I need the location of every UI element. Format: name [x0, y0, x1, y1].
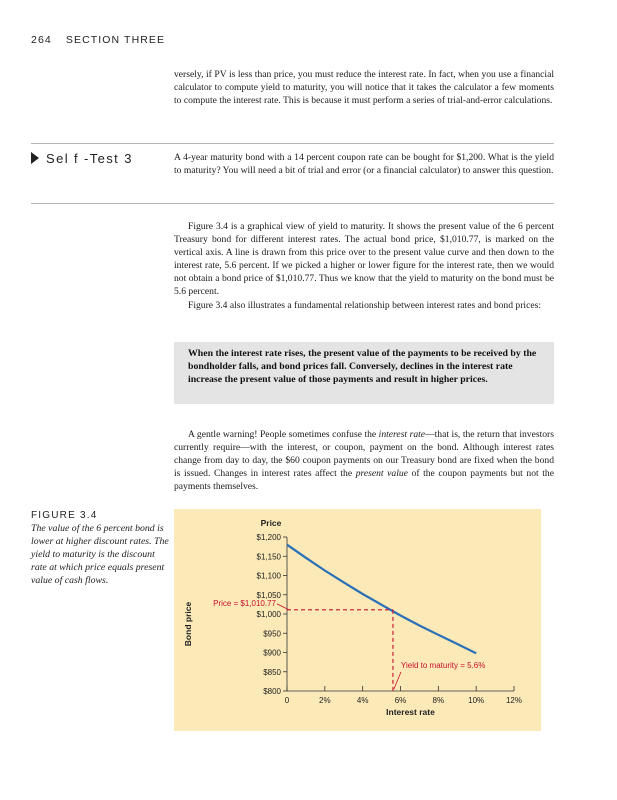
self-test-label — [31, 151, 133, 166]
self-test-label-text: Sel f -Test 3 — [46, 151, 133, 166]
x-tick-label: 0 — [284, 696, 290, 705]
x-axis-label: Interest rate — [386, 707, 435, 717]
page-number: 264 — [31, 34, 52, 46]
y-tick-label: $1,200 — [256, 533, 281, 542]
y-tick-label: $1,000 — [256, 610, 281, 619]
x-tick-label: 2% — [319, 696, 331, 705]
bond-price-chart — [174, 509, 541, 731]
y-tick-label: $1,050 — [256, 590, 281, 600]
intro-paragraph: versely, if PV is less than price, you must reduce the interest rate. In fact, when you use a financial calculator to compute yield to maturity, you will notice that it takes the calculator a few moments to compute the interest rate. This is because it must perform a series of trial-and-error calculations. — [174, 69, 554, 107]
italic-present-value: present value — [355, 468, 408, 480]
triangle-bullet-icon — [31, 152, 39, 164]
y-tick-label: $1,100 — [256, 571, 281, 581]
price-annotation: Price = $1,010.77 — [213, 598, 276, 608]
x-tick-label: 10% — [468, 696, 485, 705]
key-point-callout — [174, 342, 554, 404]
divider-top — [31, 143, 554, 144]
paragraph-figure-description: Figure 3.4 is a graphical view of yield to maturity. It shows the present value of the 6 percent Treasury bond for different interest rates. The actual bond price, $1,010.77, is marked on the vertical axis. A line is drawn from this price over to the present value curve and then down to the interest rate, 5.6 percent. If we picked a higher or lower figure for the interest rate, then we would not obtain a bond price of $1,010.77. Thus we know that the yield to maturity on the bond must be 5.6 percent. — [174, 221, 554, 298]
x-tick-label: 12% — [505, 696, 523, 705]
y-tick-label: $850 — [263, 667, 281, 677]
y-tick-label: $800 — [263, 687, 281, 696]
self-test-question: A 4-year maturity bond with a 14 percent coupon rate can be bought for $1,200. What is the yield to maturity? You will need a bit of trial and error (or a financial calculator) to answer this question. — [174, 152, 554, 177]
paragraph-warning: A gentle warning! People sometimes confuse the interest rate—that is, the return that investors currently require—with the interest, or coupon, payment on the bond. Although interest rates change from day to day, the $60 coupon payments on our Treasury bond are fixed when the bond is issued. Changes in interest rates affect the present value of the coupon payments but not the payments themselves. — [174, 429, 554, 493]
figure-chart — [174, 509, 541, 731]
running-header — [31, 34, 175, 46]
x-tick-label: 8% — [432, 696, 445, 705]
paragraph-relationship: Figure 3.4 also illustrates a fundamental relationship between interest rates and bond prices: — [188, 300, 542, 311]
figure-caption: The value of the 6 percent bond is lower at higher discount rates. The yield to maturity is the discount rate at which price equals present value of cash flows. — [31, 523, 169, 587]
x-tick-label: 4% — [356, 696, 369, 705]
yield-annotation: Yield to maturity = 5.6% — [400, 661, 486, 670]
y-tick-label: $900 — [263, 648, 281, 658]
italic-interest-rate: interest rate — [378, 429, 426, 440]
y-tick-label: $950 — [263, 629, 281, 639]
y-tick-label: $1,150 — [256, 552, 281, 562]
y-axis-label: Bond price — [183, 601, 193, 647]
divider-bottom — [31, 203, 554, 204]
section-title: SECTION THREE — [65, 34, 166, 46]
y-axis-title: Price — [260, 518, 282, 528]
x-tick-label: 6% — [394, 696, 407, 705]
figure-label: FIGURE 3.4 — [31, 510, 98, 521]
callout-text: When the interest rate rises, the present value of the payments to be received by the bondholder falls, and bond prices fall. Conversely, declines in the interest rate increase the present value of those payments and result in higher prices. — [188, 348, 537, 386]
